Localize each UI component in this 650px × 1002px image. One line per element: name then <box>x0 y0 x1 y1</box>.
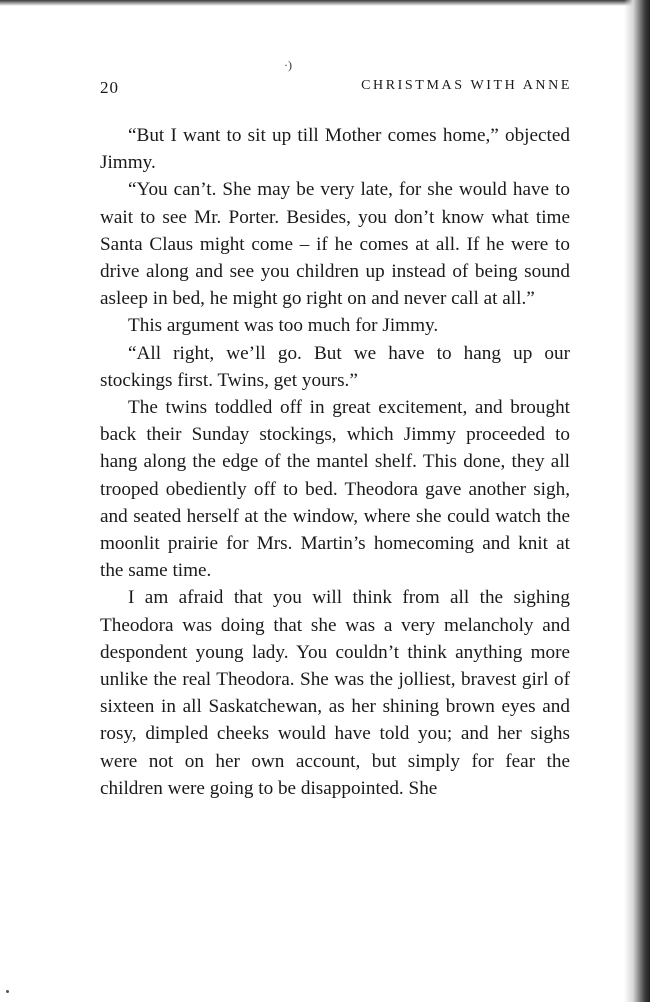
paragraph: I am afraid that you will think from all the sighing Theodora was doing that she was a very melancholy and despondent young lady. You couldn’t think anything more unlike the real Theodora. She was the jolliest, bravest girl of sixteen in all Saskatchewan, as her shining brown eyes and rosy, dimpled cheeks would have told you; and her sighs were not on her own account, but simply for fear the children were going to be disappointed. She <box>100 587 570 799</box>
page-number: 20 <box>100 78 119 97</box>
page-mark: ·) <box>284 58 292 72</box>
paragraph: This argument was too much for Jimmy. <box>128 315 439 337</box>
paragraph: The twins toddled off in great excitement, and brought back their Sunday stockings, which Jimmy proceeded to hang along the edge of the mantel shelf. This done, they all trooped obediently off to bed. Theodora gave another sigh, and seated herself at the window, where she could watch the moonlit prairie for Mrs. Martin’s homecoming and knit at the same time. <box>100 397 570 582</box>
body-text <box>100 122 570 802</box>
paragraph: “You can’t. She may be very late, for she would have to wait to see Mr. Porter. Besides, you don’t know what time Santa Claus might come – if he comes at all. If he were to drive along and see you children up instead of being sound asleep in bed, he might go right on and never call at all.” <box>100 179 570 310</box>
paragraph: “All right, we’ll go. But we have to hang up our stockings first. Twins, get yours.” <box>100 342 570 391</box>
scan-speck <box>6 990 9 993</box>
paragraph: “But I want to sit up till Mother comes home,” objected Jimmy. <box>100 125 570 174</box>
running-head: CHRISTMAS WITH ANNE <box>361 78 572 93</box>
page-binding-shadow <box>624 0 650 1002</box>
page-top-edge-shadow <box>0 0 650 6</box>
page-header <box>100 78 572 100</box>
